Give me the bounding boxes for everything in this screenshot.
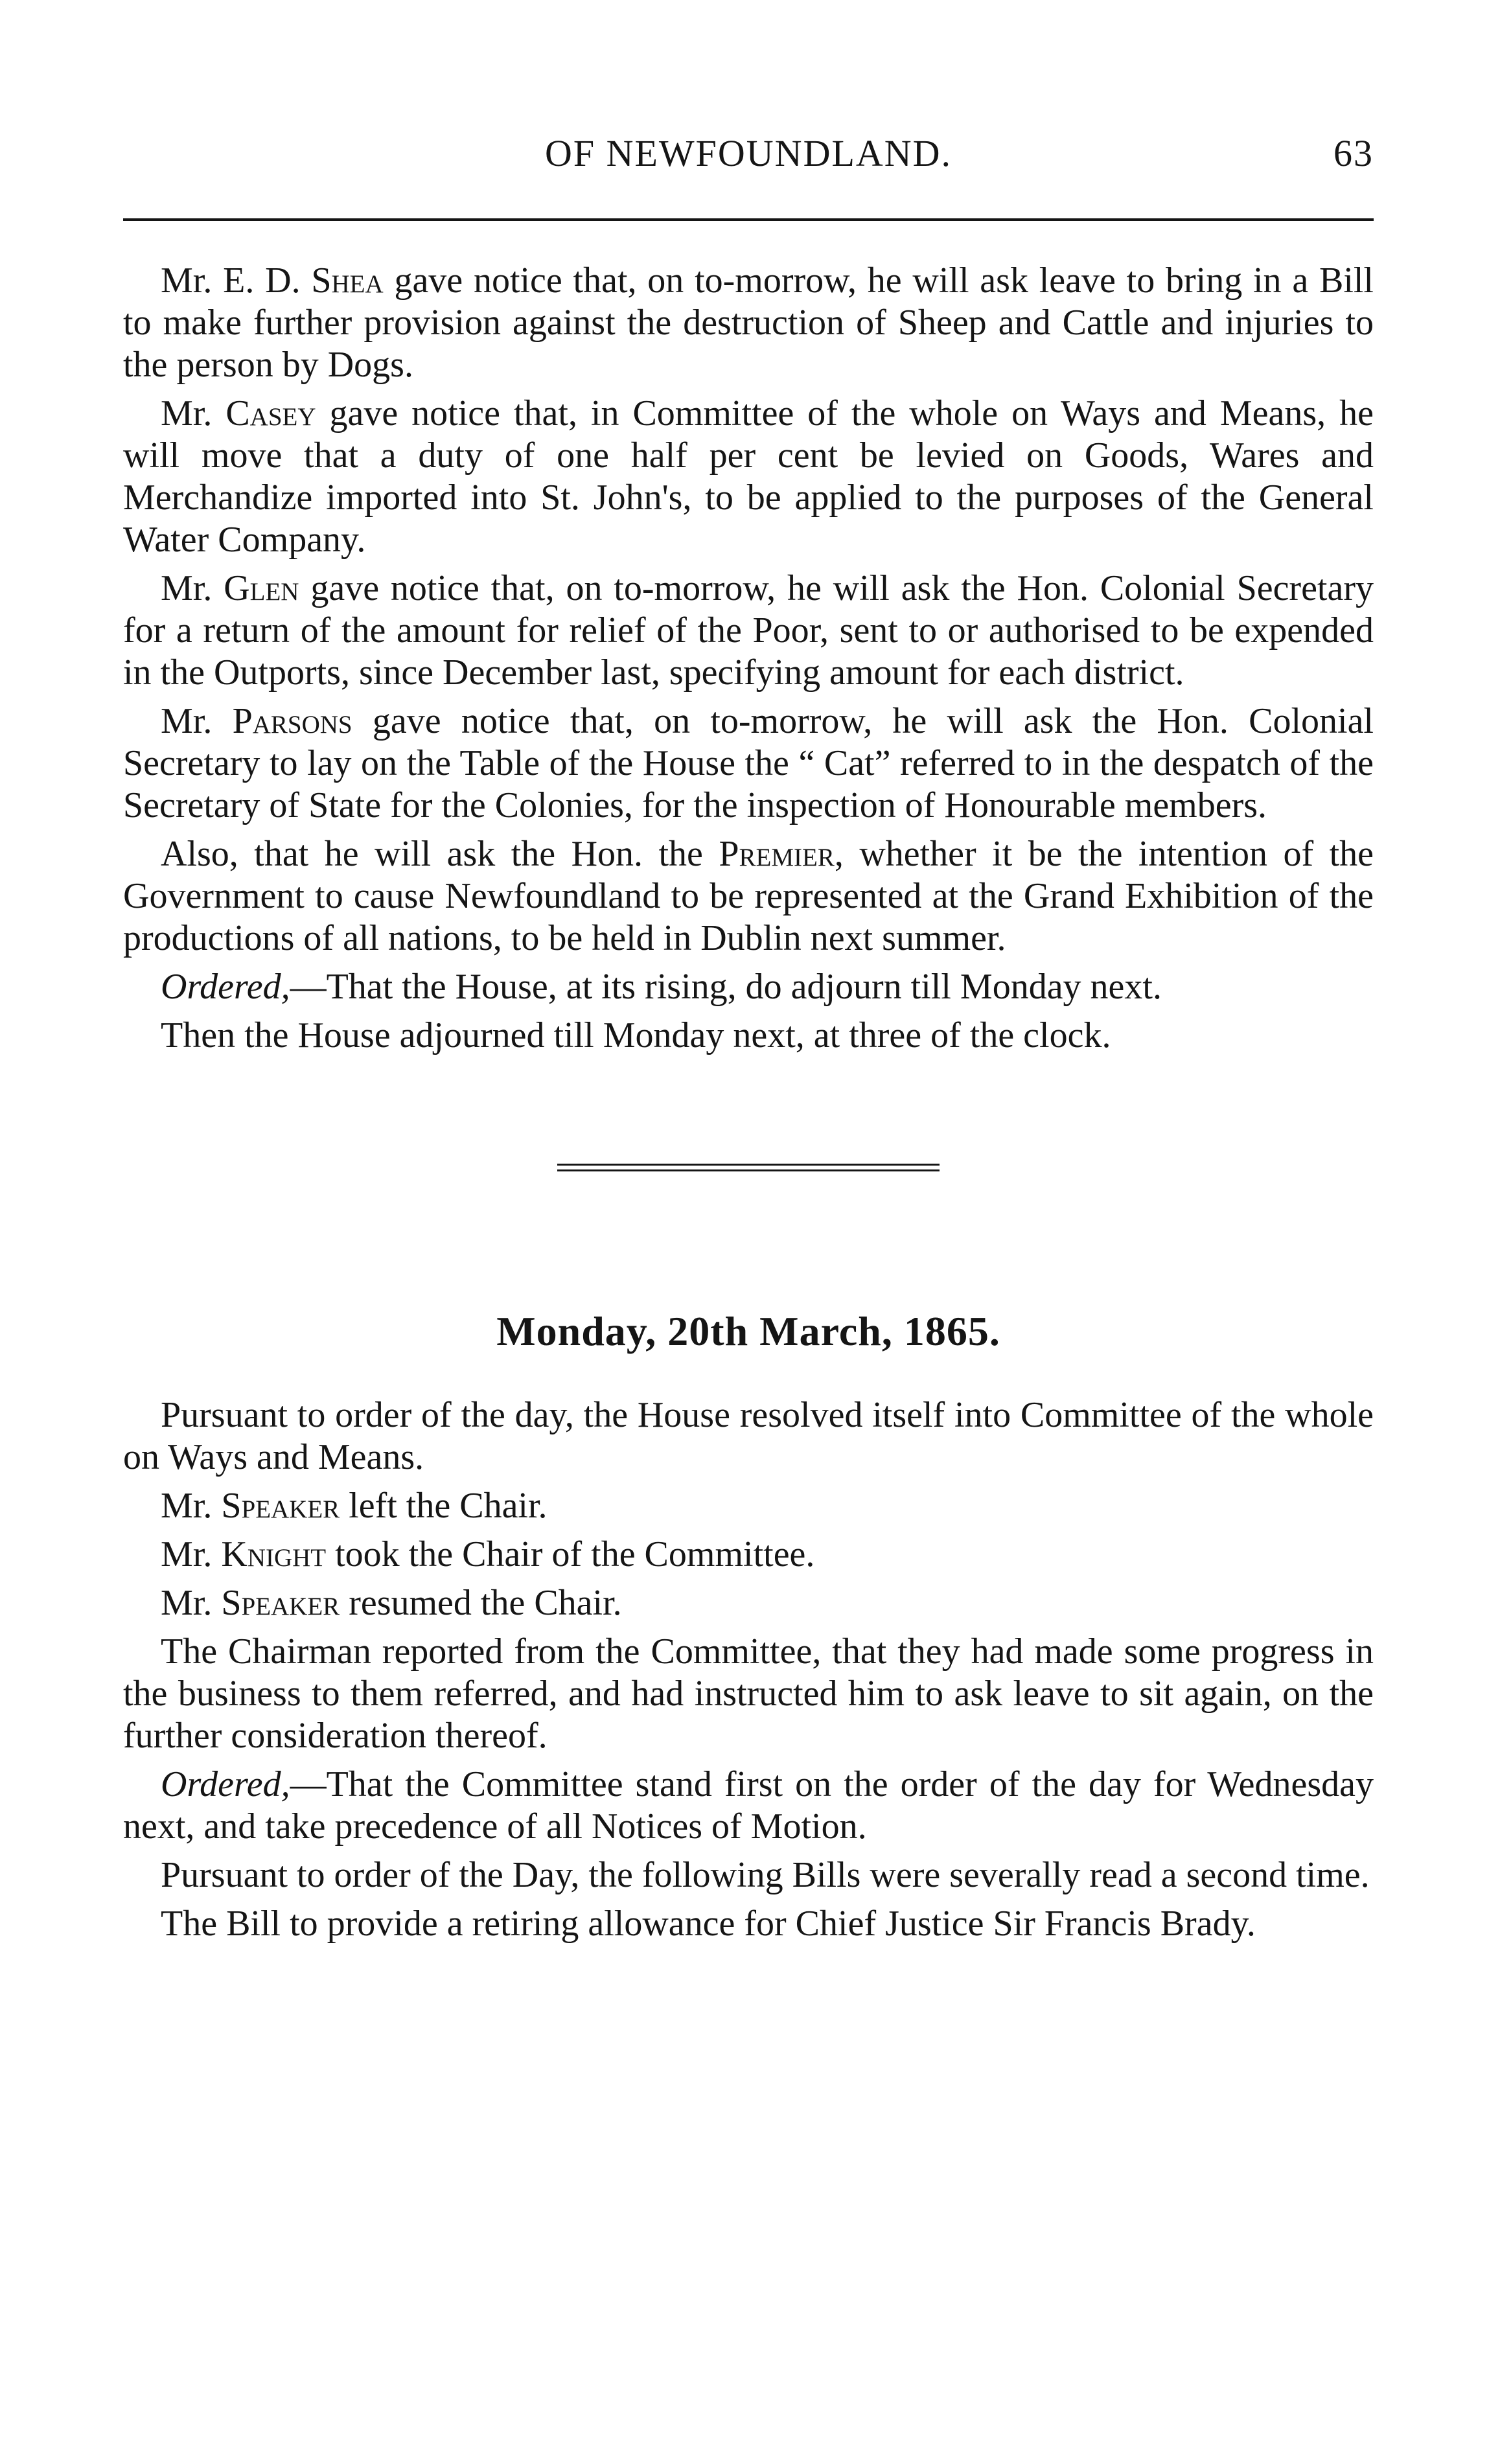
notice-text: , whether it be the intention of the Government to cause Newfoundland to be represented at the Grand Exhibition of the productions of all nations, to be held in Dublin next summer. (123, 834, 1374, 958)
ordered-label: Ordered, (161, 1764, 290, 1804)
proceeding-prefix: Mr. (161, 1583, 222, 1623)
section-heading: Monday, 20th March, 1865. (496, 1308, 1000, 1354)
order-adjourn-paragraph (123, 966, 1374, 1008)
speaker-name: Parsons (232, 701, 352, 741)
member-name: Knight (221, 1534, 327, 1574)
member-name: Speaker (221, 1583, 340, 1623)
proceeding-paragraph (123, 1394, 1374, 1479)
member-name: Speaker (221, 1486, 340, 1526)
section-divider (557, 1164, 940, 1171)
page-number: 63 (1333, 132, 1374, 174)
speaker-name: Casey (225, 393, 316, 433)
notice-prefix: Mr. (161, 393, 226, 433)
divider-rule-top (557, 1164, 940, 1166)
order-text: —That the Committee stand first on the order of the day for Wednesday next, and take precedence of all Notices of Motion. (123, 1764, 1374, 1847)
notice-text: gave notice that, in Committee of the whole on Ways and Means, he will move that a duty of one half per cent be levied on Goods, Wares and Merchandize imported into St. John's, to be applied to the purposes of the General Water Company. (123, 393, 1374, 560)
notice-text: gave notice that, on to-morrow, he will ask the Hon. Colonial Secretary to lay on the Table of the House the “ Cat” referred to in the despatch of the Secretary of State for the Colonies, for the inspection of Honourable members. (123, 701, 1374, 825)
proceeding-prefix: Mr. (161, 1486, 222, 1526)
order-committee-paragraph (123, 1764, 1374, 1848)
notice-prefix: Mr. (161, 701, 233, 741)
notice-paragraph-premier (123, 833, 1374, 960)
proceeding-paragraph (123, 1485, 1374, 1527)
speaker-name: Glen (224, 568, 299, 608)
notice-text: gave notice that, on to-morrow, he will ask the Hon. Colonial Secretary for a return of the amount for relief of the Poor, sent to or authorised to be expended in the Outports, since December last, specifying amount for each district. (123, 568, 1374, 693)
notice-prefix: Mr. E. D. (161, 260, 312, 301)
second-reading-paragraph: Pursuant to order of the Day, the following Bills were severally read a second time. (161, 1855, 1370, 1895)
proceeding-paragraph (123, 1534, 1374, 1576)
running-head (123, 126, 1374, 178)
ordered-label: Ordered, (161, 967, 290, 1007)
adjourned-line: Then the House adjourned till Monday next, at three of the clock. (161, 1015, 1111, 1055)
proceeding-paragraph (123, 1582, 1374, 1624)
divider-rule-bottom (557, 1169, 940, 1171)
speaker-name: Shea (311, 260, 384, 301)
proceeding-text: left the Chair. (340, 1486, 548, 1526)
notice-paragraph-shea (123, 260, 1374, 386)
order-text: —That the House, at its rising, do adjourn till Monday next. (290, 967, 1162, 1007)
proceeding-text: The Chairman reported from the Committee, that they had made some progress in the business to them referred, and had instructed him to ask leave to sit again, on the further consideration thereof. (123, 1631, 1374, 1756)
notice-prefix: Mr. (161, 568, 224, 608)
notice-prefix: Also, that he will ask the Hon. the (161, 834, 719, 874)
proceeding-text: took the Chair of the Committee. (326, 1534, 815, 1574)
notice-text: gave notice that, on to-morrow, he will ask leave to bring in a Bill to make further provision against the destruction of Sheep and Cattle and injuries to the person by Dogs. (123, 260, 1374, 385)
notice-paragraph-glen (123, 568, 1374, 694)
bill-paragraph: The Bill to provide a retiring allowance for Chief Justice Sir Francis Brady. (161, 1904, 1256, 1944)
notice-paragraph-casey (123, 393, 1374, 561)
proceeding-prefix: Mr. (161, 1534, 222, 1574)
proceeding-paragraph (123, 1631, 1374, 1757)
document-page (123, 126, 1374, 1952)
speaker-name: Premier (719, 834, 835, 874)
notice-paragraph-parsons (123, 700, 1374, 827)
proceeding-text: resumed the Chair. (340, 1583, 622, 1623)
proceeding-text: Pursuant to order of the day, the House resolved itself into Committee of the whole on Ways and Means. (123, 1395, 1374, 1477)
running-title: OF NEWFOUNDLAND. (544, 132, 952, 174)
header-rule (123, 218, 1374, 221)
